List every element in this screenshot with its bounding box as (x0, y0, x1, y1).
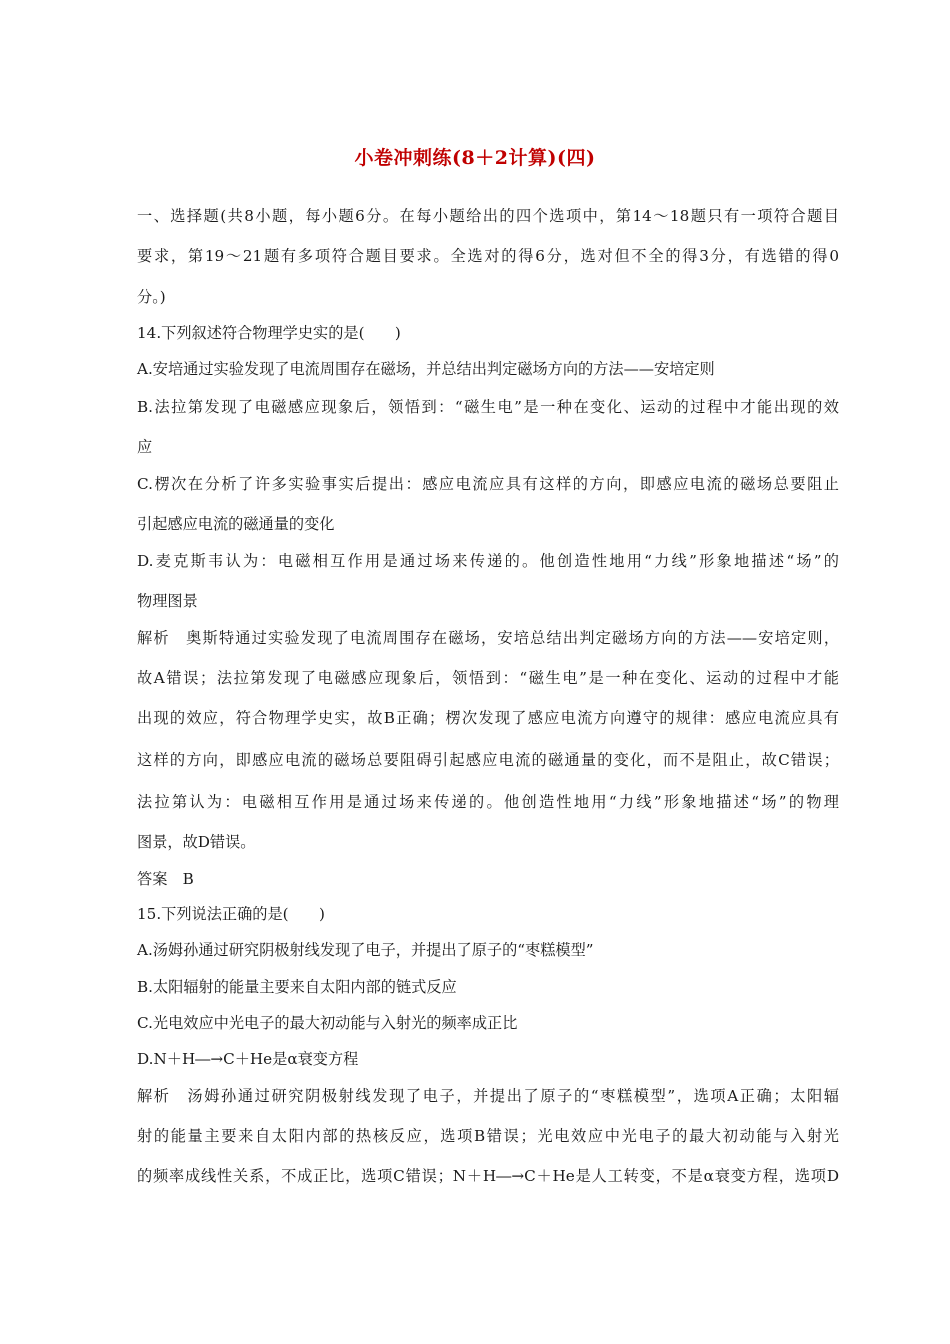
question-14-answer: 答案 B (137, 870, 194, 888)
question-15-option-c: C.光电效应中光电子的最大初动能与入射光的频率成正比 (137, 1014, 518, 1032)
question-15-option-a: A.汤姆孙通过研究阴极射线发现了电子，并提出了原子的“枣糕模型” (137, 941, 594, 959)
question-14-option-b-cont: 应 (137, 438, 153, 456)
question-14-option-d-cont: 物理图景 (137, 592, 198, 610)
page-title: 小卷冲刺练(8＋2计算)(四) (354, 147, 596, 169)
question-14-analysis-4: 这样的方向，即感应电流的磁场总要阻碍引起感应电流的磁通量的变化，而不是阻止，故C错误； (137, 751, 839, 769)
question-15-stem: 15.下列说法正确的是( ) (137, 905, 325, 923)
question-15-option-d: D.N＋H―→C＋He是α衰变方程 (137, 1050, 359, 1068)
question-14-analysis-2: 故A错误；法拉第发现了电磁感应现象后，领悟到：“磁生电”是一种在变化、运动的过程中才能 (137, 669, 839, 687)
question-14-analysis-5: 法拉第认为：电磁相互作用是通过场来传递的。他创造性地用“力线”形象地描述“场”的物理 (137, 793, 839, 811)
instructions-line-1: 一、选择题(共8小题，每小题6分。在每小题给出的四个选项中，第14～18题只有一项符合题目 (137, 207, 839, 225)
question-15-analysis-3: 的频率成线性关系，不成正比，选项C错误；N＋H―→C＋He是人工转变，不是α衰变方程，选项D (137, 1167, 839, 1185)
question-15-option-b: B.太阳辐射的能量主要来自太阳内部的链式反应 (137, 978, 457, 996)
question-14-analysis-3: 出现的效应，符合物理学史实，故B正确；楞次发现了感应电流方向遵守的规律：感应电流应具有 (137, 709, 839, 727)
question-14-analysis-1: 解析 奥斯特通过实验发现了电流周围存在磁场，安培总结出判定磁场方向的方法——安培定则， (137, 629, 839, 647)
question-14-option-c-cont: 引起感应电流的磁通量的变化 (137, 515, 335, 533)
question-14-analysis-6: 图景，故D错误。 (137, 833, 256, 851)
instructions-line-2: 要求，第19～21题有多项符合题目要求。全选对的得6分，选对但不全的得3分，有选错的得0 (137, 247, 839, 265)
instructions-line-3: 分。) (137, 288, 166, 306)
question-14-stem: 14.下列叙述符合物理学史实的是( ) (137, 324, 401, 342)
question-14-option-c: C.楞次在分析了许多实验事实后提出：感应电流应具有这样的方向，即感应电流的磁场总要阻止 (137, 475, 839, 493)
question-15-analysis-1: 解析 汤姆孙通过研究阴极射线发现了电子，并提出了原子的“枣糕模型”，选项A正确；太阳辐 (137, 1087, 839, 1105)
question-14-option-a: A.安培通过实验发现了电流周围存在磁场，并总结出判定磁场方向的方法——安培定则 (137, 360, 715, 378)
question-15-analysis-2: 射的能量主要来自太阳内部的热核反应，选项B错误；光电效应中光电子的最大初动能与入射光 (137, 1127, 839, 1145)
question-14-option-d: D.麦克斯韦认为：电磁相互作用是通过场来传递的。他创造性地用“力线”形象地描述“场”的 (137, 552, 839, 570)
question-14-option-b: B.法拉第发现了电磁感应现象后，领悟到：“磁生电”是一种在变化、运动的过程中才能出现的效 (137, 398, 839, 416)
